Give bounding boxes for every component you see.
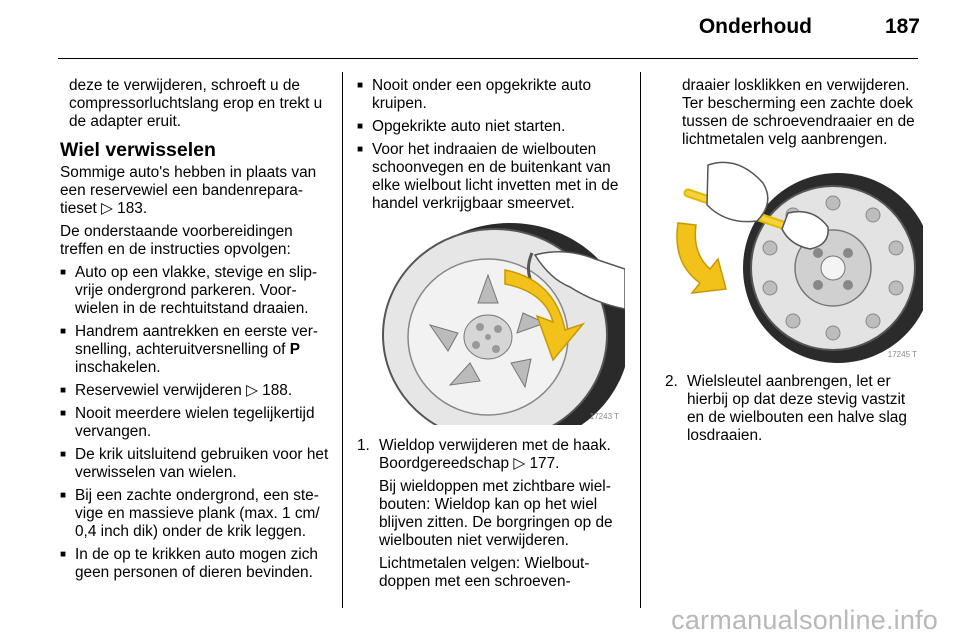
header-divider <box>58 58 918 59</box>
bullet-item <box>60 487 330 541</box>
bullet-text: Opgekrikte auto niet starten. <box>372 118 566 135</box>
bullet-item <box>60 264 330 318</box>
bullet-text: Bij een zachte ondergrond, een ste-vige en massieve plank (max. 1 cm/ 0,4 inch dik) onder de krik leggen. <box>75 487 320 540</box>
wheel-hubcap <box>383 223 625 425</box>
bullet-text: Nooit onder een opgekrikte auto kruipen. <box>372 77 592 112</box>
continued-paragraph: draaier losklikken en verwijderen. Ter bescherming een zachte doek tussen de schroevendraaier en de lichtmetalen velg aanbrengen. <box>682 77 915 148</box>
step-number: 2. <box>665 373 678 390</box>
rotation-arrow <box>677 223 726 293</box>
hubcap-removal-illustration <box>360 215 625 425</box>
column-divider-1 <box>342 72 343 608</box>
bullet-item <box>60 446 330 482</box>
bullet-text: Auto op een vlakke, stevige en slip-vrije ondergrond parkeren. Voor-wielen in de rechtuitstand draaien. <box>75 264 318 317</box>
section-heading: Wiel verwisselen <box>60 139 216 161</box>
page-section-title: Onderhoud <box>698 15 812 38</box>
step-2-block <box>665 373 920 450</box>
intro-paragraph: Sommige auto's hebben in plaats van een reservewiel een bandenrepara-tieset ▷ 183. <box>60 164 317 217</box>
wrench-svg <box>668 153 923 363</box>
column-2 <box>357 77 627 218</box>
hubcap-svg <box>360 215 625 425</box>
step-text: Wieldop verwijderen met de haak. Boordgereedschap ▷ 177. <box>379 437 611 472</box>
column-divider-2 <box>640 72 641 608</box>
step-1 <box>357 437 632 473</box>
steel-wheel <box>743 173 923 363</box>
page-number: 187 <box>884 15 920 38</box>
gear-symbol: P <box>289 341 300 358</box>
column-3 <box>665 77 925 154</box>
bullet-item <box>357 77 627 113</box>
wrench-illustration <box>668 153 923 363</box>
bullet-item <box>60 405 330 441</box>
step-text: Wielsleutel aanbrengen, let er hierbij op dat deze stevig vastzit en de wielbouten een halve slag losdraaien. <box>687 373 907 444</box>
bullet-text: Handrem aantrekken en eerste ver-snelling, achteruitversnelling of <box>75 323 318 358</box>
instructions-paragraph: De onderstaande voorbereidingen treffen en de instructies opvolgen: <box>60 223 293 258</box>
bullet-text: Reservewiel verwijderen ▷ 188. <box>75 382 293 399</box>
bullet-text: Nooit meerdere wielen tegelijkertijd vervangen. <box>75 405 315 440</box>
step-1-block <box>357 437 632 596</box>
step-1-note: Bij wieldoppen met zichtbare wiel-bouten: Wieldop kan op het wiel blijven zitten. De borgringen op de wielbouten niet verwijderen. <box>379 478 613 549</box>
step-2 <box>665 373 920 445</box>
bullet-item <box>357 141 627 213</box>
bullet-text: De krik uitsluitend gebruiken voor het verwisselen van wielen. <box>75 446 329 481</box>
bullet-item <box>60 546 330 582</box>
bullet-item <box>357 118 627 136</box>
bullet-text: In de op te krikken auto mogen zich geen personen of dieren bevinden. <box>75 546 318 581</box>
figure-label: 17245 T <box>887 350 917 359</box>
step-1-note: Lichtmetalen velgen: Wielbout-doppen met een schroeven- <box>379 555 590 590</box>
watermark: carmanualsonline.info <box>671 605 938 635</box>
step-number: 1. <box>357 437 370 454</box>
bullet-text-end: inschakelen. <box>75 359 161 376</box>
continued-paragraph: deze te verwijderen, schroeft u de compressorluchtslang erop en trekt u de adapter eruit. <box>69 77 323 130</box>
column-1 <box>60 77 330 587</box>
bullet-text: Voor het indraaien de wielbouten schoonvegen en de buitenkant van elke wielbout licht invetten met in de handel verkrijgbaar smeervet. <box>372 141 619 212</box>
bullet-item <box>60 323 330 377</box>
bullet-item <box>60 382 330 400</box>
figure-label: 17243 T <box>589 412 619 421</box>
